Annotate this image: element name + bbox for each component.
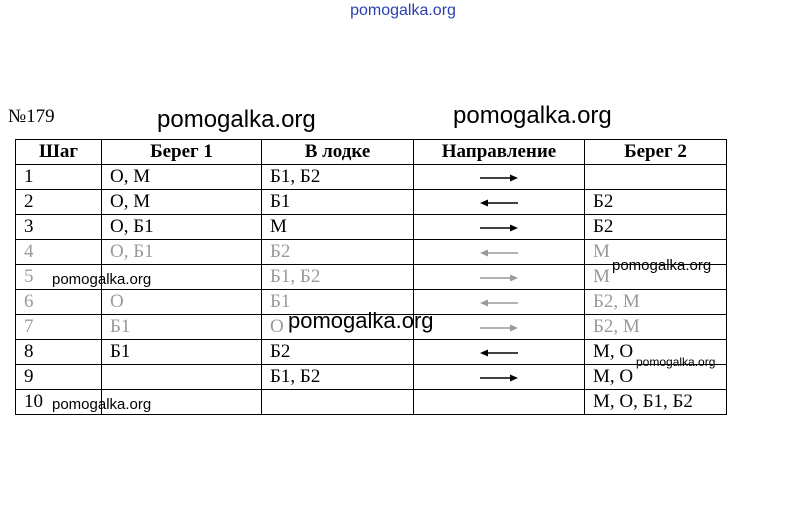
header-step: Шаг bbox=[16, 140, 102, 165]
direction-cell bbox=[414, 315, 585, 340]
direction-cell bbox=[414, 190, 585, 215]
step-cell: 8 bbox=[16, 340, 102, 365]
arrow-right-icon bbox=[479, 223, 519, 233]
direction-cell bbox=[414, 365, 585, 390]
arrow-right-icon bbox=[479, 373, 519, 383]
watermark-center: pomogalka.org bbox=[288, 308, 434, 333]
arrow-right-icon bbox=[479, 173, 519, 183]
bank1-cell: Б1 bbox=[102, 315, 262, 340]
boat-cell: Б1, Б2 bbox=[262, 165, 414, 190]
arrow-left-icon bbox=[479, 198, 519, 208]
header-bank1: Берег 1 bbox=[102, 140, 262, 165]
problem-number: №179 bbox=[8, 106, 55, 127]
boat-cell: Б1 bbox=[262, 290, 414, 315]
arrow-left-icon bbox=[479, 248, 519, 258]
boat-cell: Б1, Б2 bbox=[262, 265, 414, 290]
header-bank2: Берег 2 bbox=[585, 140, 727, 165]
direction-cell bbox=[414, 265, 585, 290]
arrow-right-icon bbox=[479, 323, 519, 333]
bank2-cell: М, О bbox=[585, 365, 727, 390]
bank1-cell: О, М bbox=[102, 190, 262, 215]
step-cell: 3 bbox=[16, 215, 102, 240]
direction-cell bbox=[414, 390, 585, 415]
bank1-cell: О, Б1 bbox=[102, 240, 262, 265]
bank2-cell: М, О bbox=[585, 340, 727, 365]
table-row bbox=[16, 190, 727, 215]
step-cell: 4 bbox=[16, 240, 102, 265]
boat-cell: О bbox=[262, 315, 414, 340]
bank2-cell bbox=[585, 165, 727, 190]
watermark-row5: pomogalka.org bbox=[52, 271, 152, 288]
table-row bbox=[16, 365, 727, 390]
arrow-left-icon bbox=[479, 348, 519, 358]
direction-cell bbox=[414, 165, 585, 190]
watermark-top: pomogalka.org bbox=[350, 2, 456, 19]
watermark-row10: pomogalka.org bbox=[52, 396, 152, 413]
boat-cell: Б1 bbox=[262, 190, 414, 215]
watermark-row4-right: pomogalka.org bbox=[612, 257, 712, 274]
direction-cell bbox=[414, 240, 585, 265]
bank1-cell: Б1 bbox=[102, 340, 262, 365]
boat-cell: Б2 bbox=[262, 240, 414, 265]
bank1-cell: О, Б1 bbox=[102, 215, 262, 240]
header-direction: Направление bbox=[414, 140, 585, 165]
bank2-cell: М bbox=[585, 240, 727, 265]
table-row bbox=[16, 215, 727, 240]
bank2-cell: Б2 bbox=[585, 215, 727, 240]
header-boat: В лодке bbox=[262, 140, 414, 165]
table-header-row bbox=[16, 140, 727, 165]
watermark-title-left: pomogalka.org bbox=[157, 106, 316, 133]
watermark-title-right: pomogalka.org bbox=[453, 102, 612, 129]
bank1-cell bbox=[102, 365, 262, 390]
table-row bbox=[16, 340, 727, 365]
boat-cell: М bbox=[262, 215, 414, 240]
bank2-cell: Б2, М bbox=[585, 290, 727, 315]
arrow-right-icon bbox=[479, 273, 519, 283]
boat-cell bbox=[262, 390, 414, 415]
boat-cell: Б2 bbox=[262, 340, 414, 365]
bank1-cell: О, М bbox=[102, 165, 262, 190]
bank2-cell: Б2, М bbox=[585, 315, 727, 340]
bank2-cell: М bbox=[585, 265, 727, 290]
bank2-cell: М, О, Б1, Б2 bbox=[585, 390, 727, 415]
direction-cell bbox=[414, 215, 585, 240]
step-cell: 1 bbox=[16, 165, 102, 190]
step-cell: 5 bbox=[16, 265, 102, 290]
direction-cell bbox=[414, 340, 585, 365]
step-cell: 9 bbox=[16, 365, 102, 390]
step-cell: 10 bbox=[16, 390, 102, 415]
boat-cell: Б1, Б2 bbox=[262, 365, 414, 390]
step-cell: 2 bbox=[16, 190, 102, 215]
watermark-row8-right: pomogalka.org bbox=[636, 355, 716, 369]
bank1-cell: О bbox=[102, 290, 262, 315]
step-cell: 6 bbox=[16, 290, 102, 315]
step-cell: 7 bbox=[16, 315, 102, 340]
bank2-cell: Б2 bbox=[585, 190, 727, 215]
arrow-left-icon bbox=[479, 298, 519, 308]
table-row bbox=[16, 165, 727, 190]
direction-cell bbox=[414, 290, 585, 315]
